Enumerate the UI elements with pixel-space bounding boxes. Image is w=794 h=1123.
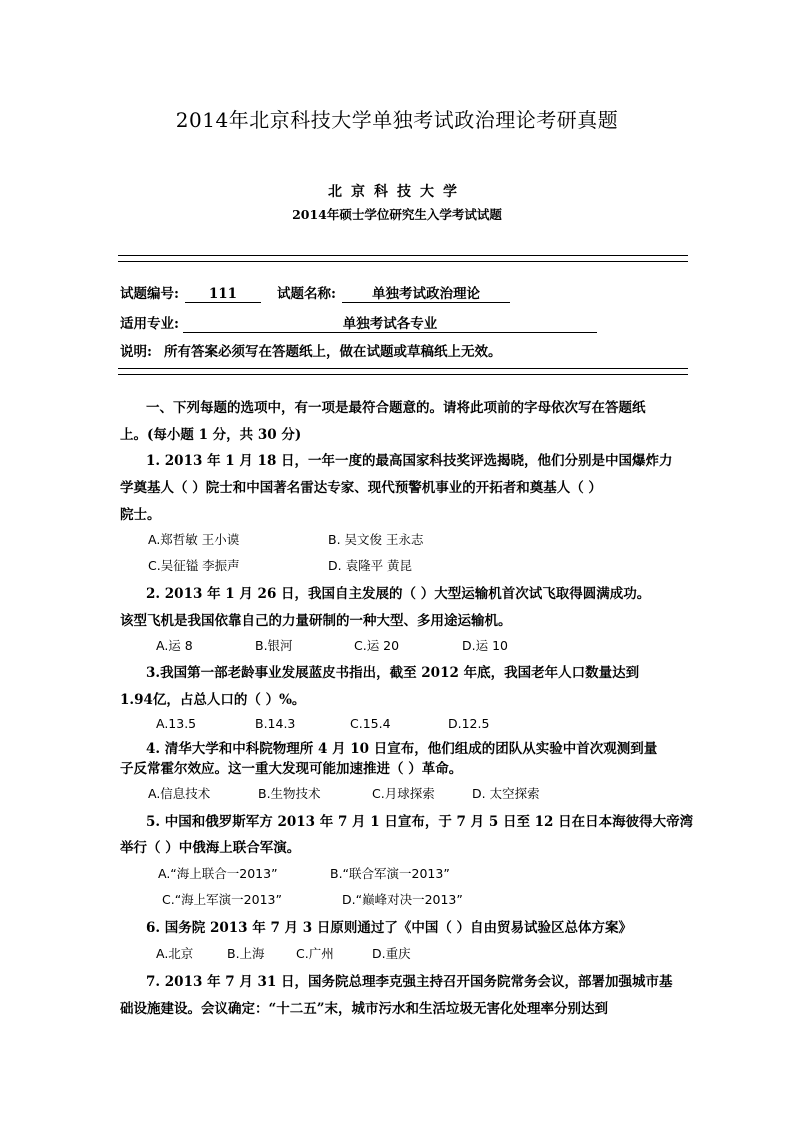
question-3-option-d: D.12.5	[448, 716, 490, 731]
question-1-option-b: B. 吴文俊 王永志	[328, 532, 424, 547]
code-label: 试题编号:	[120, 286, 179, 302]
section-heading-line2: 上。(每小题 1 分，共 30 分)	[120, 427, 302, 443]
question-4-option-d: D. 太空探索	[472, 786, 540, 801]
info-row-note	[120, 340, 501, 360]
name-value: 单独考试政治理论	[342, 282, 510, 303]
name-label: 试题名称:	[276, 286, 336, 302]
question-4-line-2: 子反常霍尔效应。这一重大发现可能加速推进（ ）革命。	[120, 761, 463, 777]
divider-bottom	[118, 368, 688, 375]
question-2-line-1: 2. 2013 年 1 月 26 日，我国自主发展的（ ）大型运输机首次试飞取得圆满成功。	[146, 586, 651, 602]
question-2-option-b: B.银河	[255, 638, 293, 653]
question-3-line-1: 3.我国第一部老龄事业发展蓝皮书指出，截至 2012 年底，我国老年人口数量达到	[146, 665, 640, 681]
question-3-line-2: 1.94亿，占总人口的（ ）%。	[120, 692, 306, 708]
question-1-option-a: A.郑哲敏 王小谟	[148, 532, 240, 547]
question-3-option-a: A.13.5	[156, 716, 197, 731]
question-6-option-d: D.重庆	[372, 946, 411, 961]
question-1-line-2: 学奠基人（ ）院士和中国著名雷达专家、现代预警机事业的开拓者和奠基人（ ）	[120, 480, 602, 496]
note-label: 说明:	[120, 344, 152, 360]
question-4-option-c: C.月球探索	[372, 786, 435, 801]
question-6-option-a: A.北京	[156, 946, 194, 961]
note-text: 所有答案必须写在答题纸上，做在试题或草稿纸上无效。	[163, 344, 502, 360]
question-3-option-c: C.15.4	[350, 716, 391, 731]
question-5-option-b: B.“联合军演一2013”	[330, 866, 450, 881]
major-value: 单独考试各专业	[183, 312, 597, 333]
question-5-option-d: D.“巅峰对决一2013”	[342, 892, 463, 907]
question-6-option-c: C.广州	[296, 946, 334, 961]
question-2-option-c: C.运 20	[354, 638, 400, 653]
question-1-option-d: D. 袁隆平 黄昆	[328, 558, 413, 573]
question-5-line-2: 举行（ ）中俄海上联合军演。	[120, 840, 301, 856]
question-1-line-1: 1. 2013 年 1 月 18 日，一年一度的最高国家科技奖评选揭晓，他们分别是中国爆炸力	[146, 453, 673, 469]
question-2-line-2: 该型飞机是我国依靠自己的力量研制的一种大型、多用途运输机。	[120, 613, 512, 629]
question-4-option-b: B.生物技术	[258, 786, 321, 801]
info-row-major	[120, 312, 597, 333]
question-1-option-c: C.吴征镒 李振声	[148, 558, 240, 573]
exam-name: 2014年硕士学位研究生入学考试试题	[292, 207, 502, 222]
section-heading-line1: 一、下列每题的选项中，有一项是最符合题意的。请将此项前的字母依次写在答题纸	[146, 400, 646, 416]
question-6-line-1: 6. 国务院 2013 年 7 月 3 日原则通过了《中国（ ）自由贸易试验区总体方案》	[146, 920, 633, 936]
school-name: 北京科技大学	[328, 184, 466, 200]
question-5-option-a: A.“海上联合一2013”	[158, 866, 278, 881]
question-3-option-b: B.14.3	[255, 716, 296, 731]
question-4-option-a: A.信息技术	[148, 786, 211, 801]
question-6-option-b: B.上海	[227, 946, 265, 961]
question-1-line-3: 院士。	[120, 507, 161, 523]
major-label: 适用专业:	[120, 316, 179, 332]
question-2-option-d: D.运 10	[462, 638, 508, 653]
question-5-option-c: C.“海上军演一2013”	[162, 892, 282, 907]
code-value: 111	[185, 286, 261, 303]
question-5-line-1: 5. 中国和俄罗斯军方 2013 年 7 月 1 日宣布，于 7 月 5 日至 12 日在日本海彼得大帝湾	[146, 814, 694, 830]
question-7-line-2: 础设施建设。会议确定：“十二五”末，城市污水和生活垃圾无害化处理率分别达到	[120, 1001, 609, 1017]
question-2-option-a: A.运 8	[156, 638, 193, 653]
question-4-line-1: 4. 清华大学和中科院物理所 4 月 10 日宣布，他们组成的团队从实验中首次观测到量	[146, 741, 658, 757]
divider-top	[118, 255, 688, 262]
page-title: 2014年北京科技大学单独考试政治理论考研真题	[175, 108, 619, 132]
question-7-line-1: 7. 2013 年 7 月 31 日，国务院总理李克强主持召开国务院常务会议，部署加强城市基	[146, 974, 673, 990]
info-row-code	[120, 282, 510, 303]
